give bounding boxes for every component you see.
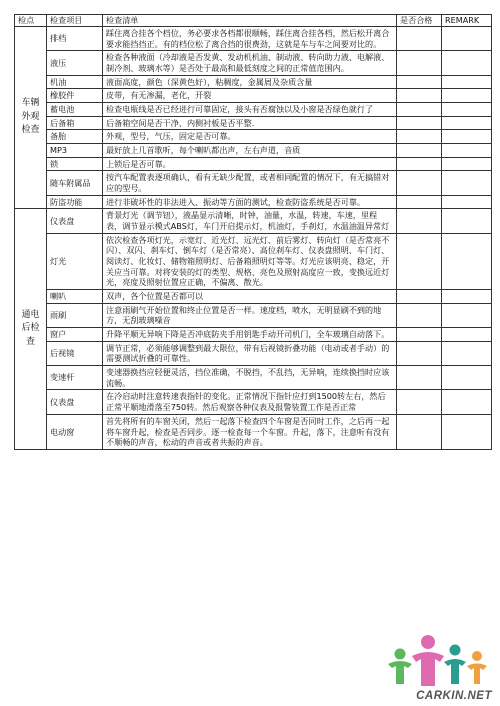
item-cell: 变速杆 — [47, 366, 103, 390]
table-row — [15, 414, 492, 449]
pass-cell[interactable] — [397, 89, 442, 103]
table-row — [15, 233, 492, 289]
checklist-cell: 液面高度，颜色（深黄色好），粘稠度，金属屑及杂质含量 — [103, 75, 397, 89]
header-checkpoint: 检点 — [15, 15, 47, 27]
table-row — [15, 75, 492, 89]
pass-cell[interactable] — [397, 366, 442, 390]
pass-cell[interactable] — [397, 130, 442, 144]
table-row — [15, 89, 492, 103]
category-cell: 通电后检查 — [15, 209, 47, 449]
remark-cell[interactable] — [442, 195, 492, 209]
watermark-text: CARKIN.NET — [416, 690, 492, 702]
checklist-cell: 依次检查各项灯光，示宽灯、近光灯、远光灯、前后雾灯、转向灯（是否常亮不闪）、双闪、刹车灯、倒车灯（是否常亮）、高位刹车灯、仪表盘照明、车门灯、阅读灯、化妆灯、储物箱照明灯、后备箱照明灯等等。灯光应该明亮、稳定，开关应当可靠。对将安装的灯的类型、规格、亮色及照射高度应一致，变换远近灯光，亮度及照射位置应正确，不偏离、散光。 — [103, 233, 397, 289]
item-cell: 锁 — [47, 157, 103, 171]
checklist-cell: 进行非破坏性的非法进入、振动等方面的测试，检查防盗系统是否可靠。 — [103, 195, 397, 209]
item-cell: 后视镜 — [47, 341, 103, 365]
figure-teal — [444, 645, 466, 685]
item-cell: 仪表盘 — [47, 209, 103, 233]
item-cell: 窗户 — [47, 328, 103, 342]
table-row — [15, 116, 492, 130]
checklist-cell: 后备箱空间是否干净、内侧衬板是否平整. — [103, 116, 397, 130]
pass-cell[interactable] — [397, 303, 442, 327]
checklist-cell: 皮带，有无渗漏，老化，开裂 — [103, 89, 397, 103]
checklist-cell: 检查电瓶线是否已经进行可靠固定，接头有否腐蚀以及小窗是否绿色就行了 — [103, 103, 397, 117]
remark-cell[interactable] — [442, 157, 492, 171]
pass-cell[interactable] — [397, 195, 442, 209]
table-row — [15, 390, 492, 414]
checklist-cell: 调节正常，必须能够调整到最大限位，带有后视镜折叠功能（电动或者手动）的需要测试折叠的可靠性。 — [103, 341, 397, 365]
table-row — [15, 157, 492, 171]
remark-cell[interactable] — [442, 171, 492, 195]
remark-cell[interactable] — [442, 89, 492, 103]
checklist-cell: 注意雨刷气开始位置和终止位置是否一样。速度档，喷水，无明显刷不到的地方，无刮玻璃噪音 — [103, 303, 397, 327]
remark-cell[interactable] — [442, 27, 492, 51]
checklist-cell: 外观，型号，气压，固定是否可靠。 — [103, 130, 397, 144]
item-cell: MP3 — [47, 144, 103, 158]
remark-cell[interactable] — [442, 51, 492, 75]
item-cell: 橡胶件 — [47, 89, 103, 103]
table-row — [15, 103, 492, 117]
pass-cell[interactable] — [397, 75, 442, 89]
checklist-cell: 按汽车配置表逐项确认，看有无缺少配置，或者相同配置的情况下，有无搞错对应的型号。 — [103, 171, 397, 195]
table-row — [15, 290, 492, 304]
header-checklist: 检查清单 — [103, 15, 397, 27]
item-cell: 雨刷 — [47, 303, 103, 327]
pass-cell[interactable] — [397, 116, 442, 130]
table-row — [15, 209, 492, 233]
pass-cell[interactable] — [397, 233, 442, 289]
remark-cell[interactable] — [442, 75, 492, 89]
remark-cell[interactable] — [442, 233, 492, 289]
pass-cell[interactable] — [397, 144, 442, 158]
table-row — [15, 341, 492, 365]
item-cell: 防盗功能 — [47, 195, 103, 209]
header-row — [15, 15, 492, 27]
checklist-cell: 升降平顺无异响下降是否冲底防夹手用钥匙手动开司机门，全车玻璃自动落下。 — [103, 328, 397, 342]
remark-cell[interactable] — [442, 303, 492, 327]
table-row — [15, 171, 492, 195]
checklist-cell: 最好放上几首歌听，每个喇叭都出声，左右声道，音质 — [103, 144, 397, 158]
table-row — [15, 366, 492, 390]
item-cell: 蓄电池 — [47, 103, 103, 117]
checklist-cell: 首先将所有的车窗关闭，然后一起落下检查四个车窗是否同时工作，之后再一起将车窗升起，检查是否同步。逐一检查每一个车窗。升起，落下，注意听有没有不顺畅的声音，松动的声音或者共振的声音。 — [103, 414, 397, 449]
header-item: 检查项目 — [47, 15, 103, 27]
header-remark: REMARK — [442, 15, 492, 27]
pass-cell[interactable] — [397, 157, 442, 171]
remark-cell[interactable] — [442, 209, 492, 233]
item-cell: 仪表盘 — [47, 390, 103, 414]
remark-cell[interactable] — [442, 366, 492, 390]
remark-cell[interactable] — [442, 144, 492, 158]
pass-cell[interactable] — [397, 209, 442, 233]
figure-green — [388, 649, 412, 685]
checklist-cell: 背景灯光（调节钮），液晶显示清晰，时钟，油量，水温，转速，车速，里程表，调节显示模式ABS灯，车门开启提示灯，机油灯，手刹灯，水温油温异常灯 — [103, 209, 397, 233]
item-cell: 备胎 — [47, 130, 103, 144]
remark-cell[interactable] — [442, 290, 492, 304]
item-cell: 随车附属品 — [47, 171, 103, 195]
checklist-cell: 双声，各个位置是否都可以 — [103, 290, 397, 304]
checklist-cell: 检查各种液面（冷却液是否发黄、发动机机油、制动液、转向助力液、电解液、制冷剂、玻璃水等）是否处于最高和最低刻度之间的正常值范围内。 — [103, 51, 397, 75]
remark-cell[interactable] — [442, 130, 492, 144]
pass-cell[interactable] — [397, 341, 442, 365]
figure-pink — [412, 635, 444, 686]
pass-cell[interactable] — [397, 414, 442, 449]
item-cell: 灯光 — [47, 233, 103, 289]
remark-cell[interactable] — [442, 103, 492, 117]
remark-cell[interactable] — [442, 328, 492, 342]
pass-cell[interactable] — [397, 27, 442, 51]
table-row — [15, 51, 492, 75]
item-cell: 液压 — [47, 51, 103, 75]
remark-cell[interactable] — [442, 341, 492, 365]
item-cell: 机油 — [47, 75, 103, 89]
header-pass: 是否合格 — [397, 15, 442, 27]
pass-cell[interactable] — [397, 290, 442, 304]
remark-cell[interactable] — [442, 116, 492, 130]
category-cell: 车辆外观检查 — [15, 27, 47, 209]
pass-cell[interactable] — [397, 103, 442, 117]
figure-orange — [467, 651, 487, 684]
checklist-cell: 上锁后是否可靠。 — [103, 157, 397, 171]
table-row — [15, 303, 492, 327]
item-cell: 后备箱 — [47, 116, 103, 130]
pass-cell[interactable] — [397, 51, 442, 75]
checklist-cell: 在冷启动时注意转速表指针的变化。正常情况下指针应打到1500转左右，然后正常平顺地滑落至750转。然后观察各种仪表及报警装置工作是否正常 — [103, 390, 397, 414]
item-cell: 电动窗 — [47, 414, 103, 449]
item-cell: 喇叭 — [47, 290, 103, 304]
remark-cell[interactable] — [442, 390, 492, 414]
table-row — [15, 195, 492, 209]
checklist-cell: 变速器换挡应轻便灵活，挡位准确，不脱挡，不乱挡，无异响，连续换挡时应该流畅。 — [103, 366, 397, 390]
remark-cell[interactable] — [442, 414, 492, 449]
table-row — [15, 144, 492, 158]
inspection-table — [14, 14, 492, 450]
table-row — [15, 27, 492, 51]
table-row — [15, 130, 492, 144]
item-cell: 排档 — [47, 27, 103, 51]
pass-cell[interactable] — [397, 390, 442, 414]
table-row — [15, 328, 492, 342]
checklist-cell: 踩住离合挂各个档位，务必要求各档都很顺畅，踩住离合挂各档，然后松开离合要求能挡挡正。有的档位松了离合挡的很费劲，这就是车与车之间要对比的。 — [103, 27, 397, 51]
pass-cell[interactable] — [397, 328, 442, 342]
pass-cell[interactable] — [397, 171, 442, 195]
